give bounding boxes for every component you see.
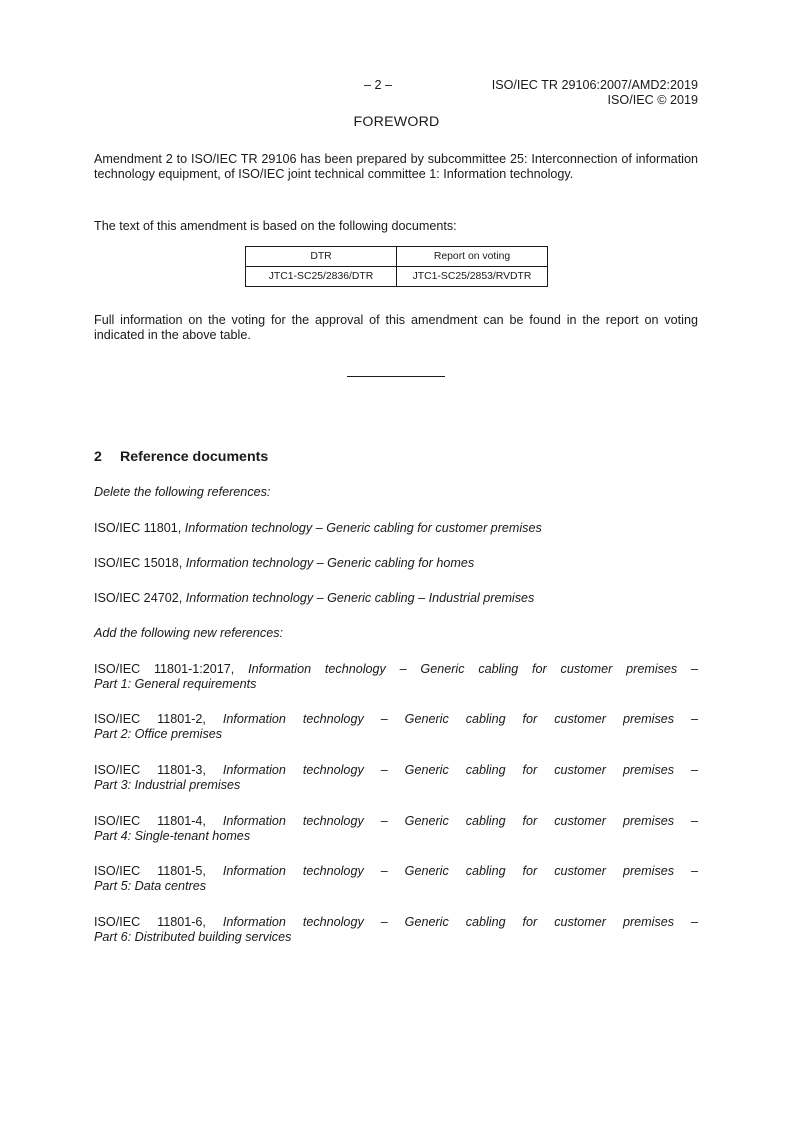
reference-id: ISO/IEC 11801-1:2017, [94, 662, 235, 676]
table-cell: JTC1-SC25/2836/DTR [246, 267, 397, 287]
added-reference [94, 814, 698, 844]
clause-number: 2 [94, 449, 102, 465]
reference-title: Information technology – Generic cabling for homes [185, 556, 475, 570]
clause-heading [94, 450, 268, 465]
added-reference [94, 864, 698, 894]
foreword-paragraph-1: Amendment 2 to ISO/IEC TR 29106 has been prepared by subcommittee 25: Interconnection of information technology equipment, of ISO/IEC joint technical committee 1: Information technology. [94, 152, 698, 181]
table-header-cell: DTR [246, 247, 397, 267]
reference-title: Information technology – Generic cabling for customer premises – [222, 763, 698, 777]
reference-id: ISO/IEC 11801-6, [94, 915, 206, 929]
reference-title: Information technology – Generic cabling – Industrial premises [185, 591, 535, 605]
documents-table [245, 246, 548, 287]
reference-id: ISO/IEC 15018, [94, 556, 183, 570]
header-right [492, 78, 698, 108]
copyright-notice: ISO/IEC © 2019 [607, 93, 698, 107]
section-divider [347, 376, 445, 377]
reference-id: ISO/IEC 11801-4, [94, 814, 206, 828]
reference-part: Part 2: Office premises [94, 727, 223, 741]
added-reference [94, 662, 698, 692]
reference-title: Information technology – Generic cabling for customer premises – [222, 864, 698, 878]
deleted-reference [94, 521, 698, 536]
foreword-paragraph-3: Full information on the voting for the approval of this amendment can be found in the report on voting indicated in the above table. [94, 313, 698, 342]
added-reference [94, 915, 698, 945]
table-cell: JTC1-SC25/2853/RVDTR [397, 267, 548, 287]
deleted-reference [94, 556, 698, 571]
added-reference [94, 763, 698, 793]
reference-part: Part 5: Data centres [94, 879, 206, 893]
table-header-row [246, 247, 548, 267]
reference-id: ISO/IEC 11801-5, [94, 864, 206, 878]
page-header [94, 78, 698, 110]
clause-title: Reference documents [120, 449, 269, 465]
document-id: ISO/IEC TR 29106:2007/AMD2:2019 [491, 78, 698, 92]
reference-id: ISO/IEC 24702, [94, 591, 183, 605]
reference-id: ISO/IEC 11801, [94, 521, 182, 535]
foreword-title: FOREWORD [353, 114, 440, 130]
reference-id: ISO/IEC 11801-2, [94, 712, 206, 726]
reference-title: Information technology – Generic cabling for customer premises – [222, 712, 698, 726]
foreword-paragraph-2: The text of this amendment is based on the following documents: [94, 219, 457, 233]
reference-title: Information technology – Generic cabling for customer premises [184, 521, 542, 535]
add-instruction: Add the following new references: [94, 626, 284, 640]
reference-title: Information technology – Generic cabling for customer premises – [248, 662, 699, 676]
reference-part: Part 3: Industrial premises [94, 778, 241, 792]
reference-part: Part 4: Single-tenant homes [94, 829, 251, 843]
table-header-cell: Report on voting [397, 247, 548, 267]
reference-title: Information technology – Generic cabling for customer premises – [222, 915, 698, 929]
reference-part: Part 1: General requirements [94, 677, 257, 691]
reference-part: Part 6: Distributed building services [94, 930, 292, 944]
reference-title: Information technology – Generic cabling for customer premises – [222, 814, 698, 828]
reference-id: ISO/IEC 11801-3, [94, 763, 206, 777]
delete-instruction: Delete the following references: [94, 485, 271, 499]
added-reference [94, 712, 698, 742]
page-number: – 2 – [364, 78, 393, 92]
table-row [246, 267, 548, 287]
deleted-reference [94, 591, 698, 606]
